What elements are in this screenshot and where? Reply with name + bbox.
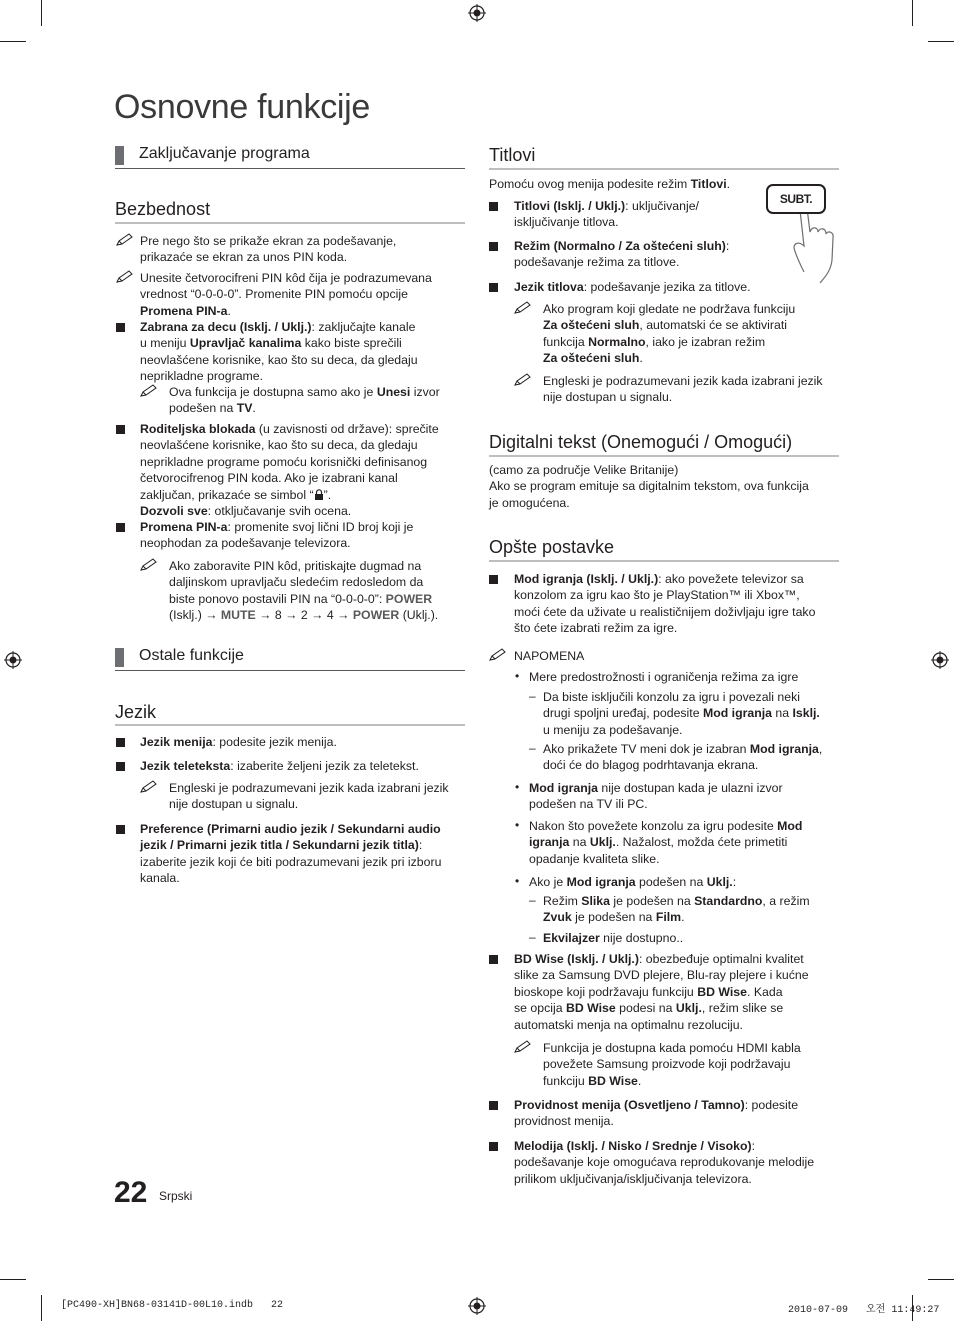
subheading-rule (489, 168, 839, 170)
subt-button-illustration (760, 180, 840, 284)
item-teletext-language: Jezik teleteksta: izaberite željeni jezik za teletekst. (140, 759, 419, 773)
note-text: Engleski je podrazumevani jezik kada izabrani jezik nije dostupan u signalu. (169, 781, 449, 812)
subheading-digital-text: Digitalni tekst (Onemogući / Omogući) (489, 432, 793, 452)
note-item: Mod igranja nije dostupan kada je ulazni izvor podešen na TV ili PC. (529, 781, 783, 812)
bullet-square (489, 283, 498, 292)
note-pencil-icon (140, 780, 158, 794)
note-subitem: Režim Slika je podešen na Standardno, a režim Zvuk je podešen na Film. (543, 894, 810, 925)
crop-mark (0, 1279, 26, 1280)
note-item: Ako je Mod igranja podešen na Uklj.: (529, 875, 737, 889)
section-marker (115, 648, 124, 667)
item-melody: Melodija (Isklj. / Nisko / Srednje / Visoko): podešavanje koje omogućava reprodukovanje melodije prilikom uključivanja/isključivanja televizora. (514, 1139, 815, 1186)
note-text: Engleski je podrazumevani jezik kada izabrani jezik nije dostupan u signalu. (543, 374, 823, 405)
section-heading-other: Ostale funkcije (139, 647, 244, 664)
intro-text: Pomoću ovog menija podesite režim Titlovi. (489, 177, 731, 191)
page-number: 22 (114, 1176, 148, 1209)
note-item: Mere predostrožnosti i ograničenja režima za igre (529, 670, 799, 684)
page-language: Srpski (159, 1189, 193, 1203)
crop-mark (928, 41, 954, 42)
section-marker (115, 146, 124, 165)
note-text: Ako program koji gledate ne podržava funkciju Za oštećeni sluh, automatski će se aktivirati funkcija Normalno, iako je izabran režim Za oštećeni sluh. (543, 302, 796, 366)
crop-mark (0, 41, 26, 42)
note-text: Ova funkcija je dostupna samo ako je Unesi izvor podešen na TV. (169, 385, 440, 416)
registration-mark-icon (468, 4, 486, 22)
subheading-rule (115, 222, 465, 224)
item-game-mode: Mod igranja (Isklj. / Uklj.): ako povežete televizor sa konzolom za igru kao što je PlayStation™ ili Xbox™, moći ćete da uživate u realističnijem doživljaju igre tako što ćete izabrati režim za igre. (514, 572, 816, 636)
note-pencil-icon (514, 301, 532, 315)
item-menu-transparency: Providnost menija (Osvetljeno / Tamno): podesite providnost menija. (514, 1098, 799, 1129)
bullet-dot: • (515, 669, 520, 683)
note-text: Funkcija je dostupna kada pomoću HDMI kabla povežete Samsung proizvode koji podržavaju funkciju BD Wise. (543, 1041, 801, 1088)
bullet-square (116, 323, 125, 332)
print-footer-right: 2010-07-09 오전 11:49:27 (788, 1305, 940, 1316)
print-footer-left: [PC490-XH]BN68-03141D-00L10.indb 22 (61, 1300, 284, 1311)
bullet-dash: – (529, 741, 536, 755)
item-subtitle-language: Jezik titlova: podešavanje jezika za titlove. (514, 280, 751, 294)
bullet-dash: – (529, 893, 536, 907)
crop-mark (928, 1279, 954, 1280)
bullet-square (116, 523, 125, 532)
bullet-square (489, 202, 498, 211)
section-rule (115, 168, 465, 169)
item-parental-lock: Zabrana za decu (Isklj. / Uklj.): zaključajte kanale u meniju Upravljač kanalima kako biste sprečili neovlašćene korisnike, kao što su deca, da gledaju neprikladne programe. (140, 320, 418, 384)
subheading-rule (489, 560, 839, 562)
napomena-label: NAPOMENA (514, 649, 585, 663)
note-pencil-icon (514, 1040, 532, 1054)
crop-mark (912, 0, 913, 26)
item-parental-rating: Roditeljska blokada (u zavisnosti od države): sprečite neovlašćene korisnike, kao što su deca, da gledaju neprikladne programe pomoću korisnički definisanog četvorocifrenog PIN koda. Ako je izabrani kanal zaključan, prikazaće se simbol “ ”. Dozvoli sve: otključavanje svih ocena. (140, 422, 439, 519)
subt-button: SUBT. (766, 184, 826, 214)
bullet-square (489, 575, 498, 584)
registration-mark-icon (4, 651, 22, 669)
bullet-dot: • (515, 874, 520, 888)
crop-mark (41, 1295, 42, 1321)
bullet-square (116, 825, 125, 834)
note-pencil-icon (140, 384, 158, 398)
bullet-square (116, 738, 125, 747)
registration-mark-icon (931, 651, 949, 669)
note-pencil-icon (116, 233, 134, 247)
section-rule (115, 670, 465, 671)
subheading-bezbednost: Bezbednost (115, 199, 211, 219)
note-pencil-icon (514, 373, 532, 387)
item-preference: Preference (Primarni audio jezik / Sekundarni audio jezik / Primarni jezik titla / Sekundarni jezik titla): izaberite jezik koji će biti podrazumevani jezik pri izboru kanala. (140, 822, 442, 886)
note-item: Nakon što povežete konzolu za igru podesite Mod igranja na Uklj.. Nažalost, možda ćete primetiti opadanje kvaliteta slike. (529, 819, 803, 866)
item-subtitles: Titlovi (Isklj. / Uklj.): uključivanje/ isključivanje titlova. (514, 199, 699, 230)
registration-mark-icon (468, 1297, 486, 1315)
item-change-pin: Promena PIN-a: promenite svoj lični ID broj koji je neophodan za podešavanje televizora. (140, 520, 414, 551)
note-text: Pre nego što se prikaže ekran za podešavanje, prikazaće se ekran za unos PIN koda. (140, 234, 397, 265)
lock-icon (314, 489, 324, 500)
page-title: Osnovne funkcije (114, 88, 371, 126)
item-bd-wise: BD Wise (Isklj. / Uklj.): obezbeđuje optimalni kvalitet slike za Samsung DVD plejere, Blu-ray plejere i kućne bioskope koji podržavaju funkciju BD Wise. Kada se opcija BD Wise podesi na Uklj., režim slike se automatski menja na optimalnu rezoluciju. (514, 952, 809, 1032)
bullet-square (116, 762, 125, 771)
subheading-rule (489, 455, 839, 457)
item-menu-language: Jezik menija: podesite jezik menija. (140, 735, 337, 749)
note-pencil-icon (116, 270, 134, 284)
subheading-titlovi: Titlovi (489, 145, 536, 165)
note-subitem: Da biste isključili konzolu za igru i povezali neki drugi spoljni uređaj, podesite Mod igranja na Isklj. u meniju za podešavanje. (543, 690, 820, 737)
bullet-square (489, 1101, 498, 1110)
item-subtitle-mode: Režim (Normalno / Za oštećeni sluh): podešavanje režima za titlove. (514, 239, 730, 270)
bullet-square (116, 425, 125, 434)
note-text: Ako zaboravite PIN kôd, pritiskajte dugmad na daljinskom upravljaču sledećim redosledom da biste ponovo postavili PIN na “0-0-0-0”: POWER (Isklj.) → MUTE → 8 → 2 → 4 → POWER (Uklj.). (169, 559, 439, 623)
note-pencil-icon (140, 558, 158, 572)
subheading-rule (115, 724, 465, 726)
bullet-dot: • (515, 818, 520, 832)
section-heading-locking: Zaključavanje programa (139, 145, 310, 162)
note-pencil-icon (489, 648, 507, 662)
note-subitem: Ako prikažete TV meni dok je izabran Mod igranja, doći će do blagog podrhtavanja ekrana. (543, 742, 823, 773)
bullet-dash: – (529, 689, 536, 703)
bullet-square (489, 955, 498, 964)
bullet-dot: • (515, 780, 520, 794)
crop-mark (41, 0, 42, 26)
subheading-general: Opšte postavke (489, 537, 615, 557)
bullet-dash: – (529, 930, 536, 944)
digital-text-body: (camo za područje Velike Britanije) Ako se program emituje sa digitalnim tekstom, ova funkcija je omogućena. (489, 463, 809, 510)
note-text: Unesite četvorocifreni PIN kôd čija je podrazumevana vrednost “0-0-0-0”. Promenite PIN pomoću opcije Promena PIN-a. (140, 271, 432, 318)
subheading-jezik: Jezik (115, 702, 157, 722)
bullet-square (489, 1142, 498, 1151)
bullet-square (489, 242, 498, 251)
note-subitem: Ekvilajzer nije dostupno.. (543, 931, 684, 945)
